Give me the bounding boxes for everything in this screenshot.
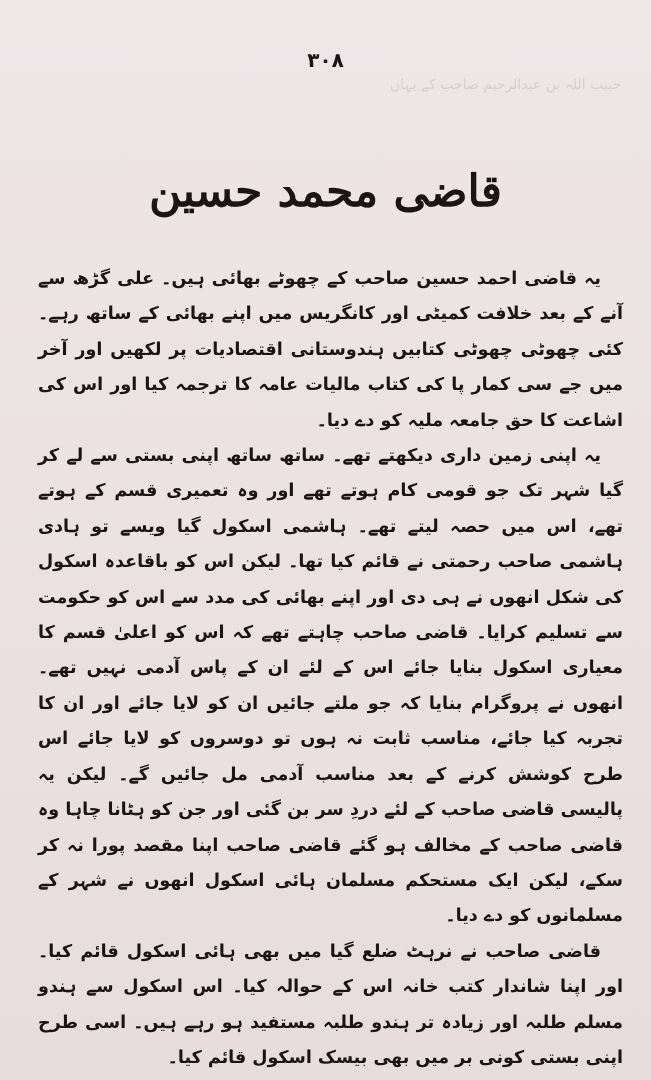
chapter-title: قاضی محمد حسین: [149, 166, 502, 217]
page-number: ۳۰۸: [307, 48, 344, 72]
paragraph-1: یہ قاضی احمد حسین صاحب کے چھوٹے بھائی ہیں۔ علی گڑھ سے آنے کے بعد خلافت کمیٹی اور کانگریس میں اپنے بھائی کے ساتھ رہے۔ کئی چھوٹی چھوٹی کتابیں ہندوستانی اقتصادیات پر لکھیں اور آخر میں جے سی کمار پا کی کتاب مالیات عامہ کا ترجمہ کیا اور اس کی اشاعت کا حق جامعہ ملیہ کو دے دیا۔: [38, 269, 623, 431]
body-text: [38, 262, 623, 1076]
bleed-through-text: حبیب اللہ بن عبدالرحیم صاحب کے یہاں: [389, 77, 621, 93]
paragraph-3: قاضی صاحب نے نرہٹ ضلع گیا میں بھی ہائی اسکول قائم کیا۔ اور اپنا شاندار کتب خانہ اس کے حوالہ کیا۔ اس اسکول سے ہندو مسلم طلبہ اور زیادہ تر ہندو طلبہ مستفید ہو رہے ہیں۔ اسی طرح اپنی بستی کونی بر میں بھی بیسک اسکول قائم کیا۔: [38, 941, 623, 1068]
paragraph-2: یہ اپنی زمین داری دیکھتے تھے۔ ساتھ ساتھ اپنی بستی سے لے کر گیا شہر تک جو قومی کام ہوتے تھے اور وہ تعمیری قسم کے ہوتے تھے، اس میں حصہ لیتے تھے۔ ہاشمی اسکول گیا ویسے تو ہادی ہاشمی صاحب رحمتی نے قائم کیا تھا۔ لیکن اس کو باقاعدہ اسکول کی شکل انھوں نے ہی دی اور اپنے بھائی کی مدد سے اس کو حکومت سے تسلیم کرایا۔ قاضی صاحب چاہتے تھے کہ اس کو اعلیٰ قسم کا معیاری اسکول بنایا جائے اس کے لئے ان کے پاس آدمی نہیں تھے۔ انھوں نے پروگرام بنایا کہ جو ملتے جائیں ان کو لایا جائے اور ان کا تجربہ کیا جائے، مناسب ثابت نہ ہوں تو دوسروں کو لایا جائے اس طرح کوشش کرنے کے بعد مناسب آدمی مل جائیں گے۔ لیکن یہ پالیسی قاضی صاحب کے لئے دردِ سر بن گئی اور جن کو ہٹانا چاہا وہ قاضی صاحب کے مخالف ہو گئے قاضی صاحب اپنا مقصد پورا نہ کر سکے، لیکن ایک مستحکم مسلمان ہائی اسکول انھوں نے شہر کے مسلمانوں کو دے دیا۔: [38, 446, 623, 927]
